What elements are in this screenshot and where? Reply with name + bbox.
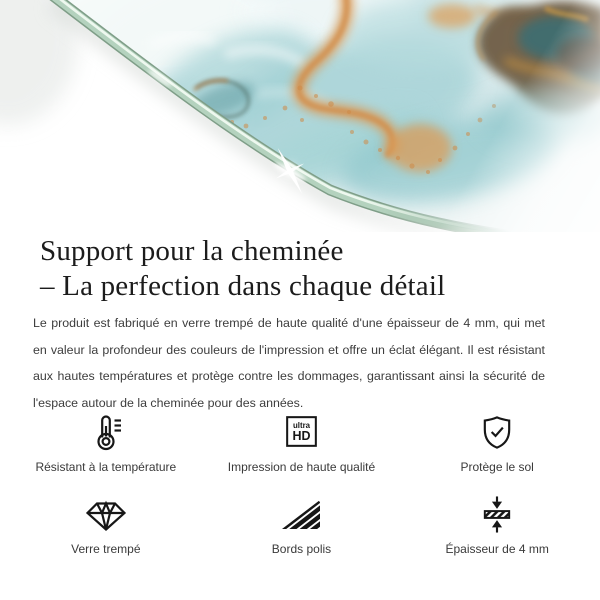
feature-label: Impression de haute qualité xyxy=(227,460,376,474)
feature-label: Protège le sol xyxy=(460,460,534,474)
feature-label: Verre trempé xyxy=(71,542,141,556)
title-line-2: – La perfection dans chaque détail xyxy=(40,270,446,302)
thermometer-icon xyxy=(87,412,125,452)
ultra-hd-icon-text-bottom: HD xyxy=(292,428,311,443)
white-fade-overlay xyxy=(0,0,600,232)
glass-panel-image xyxy=(0,0,600,232)
polished-edges-icon xyxy=(279,498,323,532)
shield-check-icon xyxy=(477,413,517,452)
feature-thickness xyxy=(399,488,595,557)
ultra-hd-icon xyxy=(283,413,320,450)
feature-high-quality-print xyxy=(204,406,400,475)
feature-floor-protection xyxy=(399,406,595,475)
feature-label: Résistant à la température xyxy=(35,460,177,474)
feature-label: Épaisseur de 4 mm xyxy=(445,542,549,556)
feature-temperature-resistant xyxy=(8,406,204,475)
thickness-arrows-icon xyxy=(477,495,517,534)
feature-grid xyxy=(8,406,595,557)
feature-label: Bords polis xyxy=(271,542,332,556)
feature-tempered-glass xyxy=(8,488,204,557)
page-title xyxy=(40,234,560,304)
product-image xyxy=(0,0,600,232)
ultra-hd-icon-text-top: ultra xyxy=(292,420,310,430)
product-description: Le produit est fabriqué en verre trempé de haute qualité d'une épaisseur de 4 mm, qui met en valeur la profondeur des couleurs de l'impression et offre un éclat élégant. Il est résistant aux hautes températures et protège contre les dommages, garantissant ainsi la sécurité de l'espace autour de la cheminée pour des années. xyxy=(33,316,545,410)
feature-polished-edges xyxy=(204,488,400,557)
title-line-1: Support pour la cheminée xyxy=(40,235,344,267)
diamond-icon xyxy=(84,498,128,532)
